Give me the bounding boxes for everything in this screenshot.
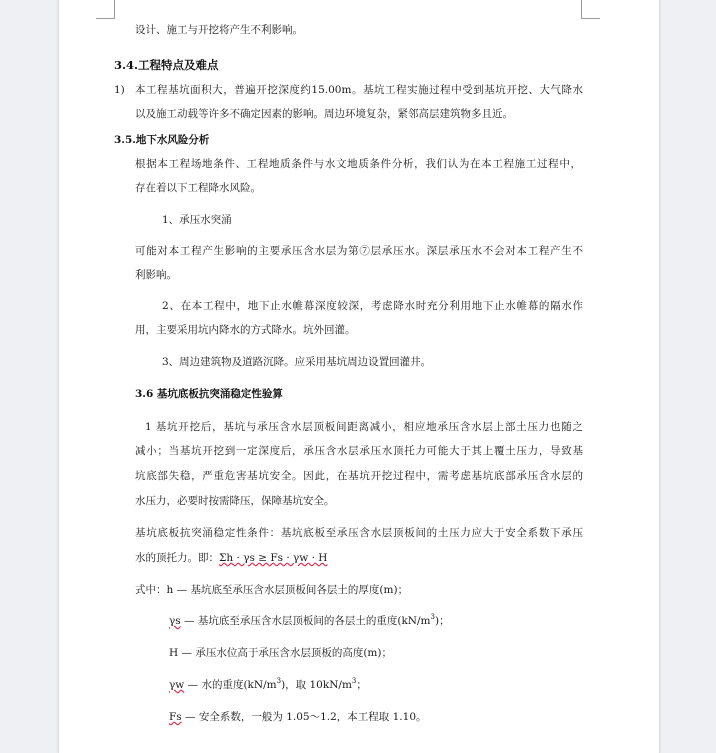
text-run: 水的顶托力。即：: [135, 552, 219, 564]
text-line: [135, 551, 327, 565]
section-heading-3-6: 3.6 基坑底板抗突涌稳定性验算: [135, 388, 283, 400]
text-run: )；: [434, 615, 450, 627]
section-heading-3-4: 3.4.工程特点及难点: [114, 58, 219, 72]
text-line: 存在着以下工程降水风险。: [135, 182, 261, 194]
text-line: 利影响。: [135, 269, 177, 281]
text-run: ；: [356, 679, 367, 691]
superscript: 3: [351, 677, 357, 685]
margin-corner-mark-right: [581, 0, 600, 19]
formula: Σh · γs ≥ Fs · γw · H: [219, 552, 328, 564]
text-run: )，取 10kN/m: [281, 679, 352, 691]
text-line: H — 承压水位高于承压含水层顶板的高度(m)；: [169, 647, 392, 659]
text-line: 1 基坑开挖后，基坑与承压含水层顶板间距离减小，相应地承压含水层上部土压力也随之: [145, 421, 583, 433]
text-line: 式中：h — 基坑底至承压含水层顶板间各层土的厚度(m)；: [135, 584, 409, 596]
symbol-gamma-w: γw: [169, 679, 185, 691]
superscript: 3: [276, 677, 282, 685]
text-line: 可能对本工程产生影响的主要承压含水层为第⑦层承压水。深层承压水不会对本工程产生不: [135, 245, 583, 257]
list-number: 1): [114, 84, 125, 96]
text-line: [169, 614, 450, 628]
superscript: 3: [430, 613, 435, 621]
text-run: — 水的重度(kN/m: [184, 679, 277, 691]
text-line: 用，主要采用坑内降水的方式降水。坑外回灌。: [135, 324, 356, 336]
text-line: 减小；当基坑开挖到一定深度后，承压含水层承压水顶托力可能大于其上覆土压力，导致基: [135, 445, 583, 457]
text-line: 以及施工动载等许多不确定因素的影响。周边环境复杂，紧邻高层建筑物多且近。: [135, 108, 513, 120]
margin-corner-mark-left: [96, 0, 115, 19]
section-heading-3-5: 3.5.地下水风险分析: [114, 134, 210, 146]
text-line: 本工程基坑面积大，普遍开挖深度约15.00m。基坑工程实施过程中受到基坑开挖、大气降水: [135, 84, 583, 96]
text-line: 3、周边建筑物及道路沉降。应采用基坑周边设置回灌井。: [162, 356, 432, 368]
text-line: 根据本工程场地条件、工程地质条件与水文地质条件分析，我们认为在本工程施工过程中，: [135, 158, 581, 170]
text-line: 坑底部失稳，严重危害基坑安全。因此，在基坑开挖过程中，需考虑基坑底部承压含水层的: [135, 470, 583, 482]
symbol-gamma-s: γs: [169, 615, 181, 627]
document-page: [58, 0, 660, 753]
text-line: 2、在本工程中，地下止水帷幕深度较深，考虑降水时充分利用地下止水帷幕的隔水作: [162, 300, 583, 312]
text-line: [169, 678, 367, 692]
list-item-heading: 1、承压水突涌: [162, 214, 232, 226]
text-run: — 基坑底至承压含水层顶板间的各层土的重度(kN/m: [180, 615, 431, 627]
text-line: [169, 710, 427, 724]
text-line: 设计、施工与开挖将产生不利影响。: [135, 24, 303, 36]
text-line: 水压力，必要时按需降压，保障基坑安全。: [135, 495, 335, 507]
text-run: — 安全系数，一般为 1.05～1.2，本工程取 1.10。: [181, 711, 427, 723]
symbol-fs: Fs: [169, 711, 182, 723]
text-line: 基坑底板抗突涌稳定性条件：基坑底板至承压含水层顶板间的土压力应大于安全系数下承压: [135, 527, 583, 539]
